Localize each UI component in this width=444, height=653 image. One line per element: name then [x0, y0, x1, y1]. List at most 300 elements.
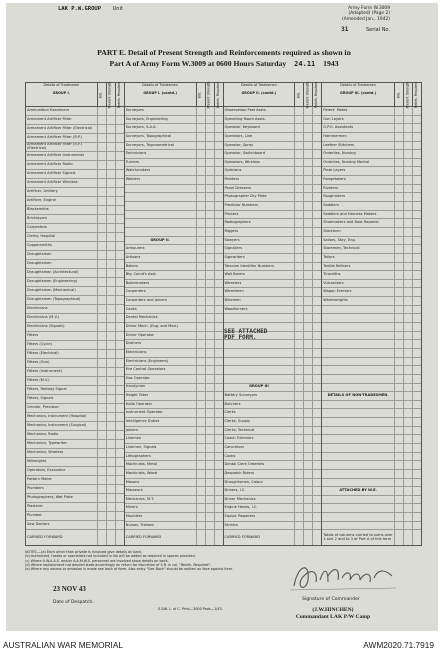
trade-label: [322, 522, 394, 530]
entry-cell: [205, 358, 214, 366]
entry-cell: [214, 107, 223, 115]
entry-cell: [196, 418, 205, 426]
table-row: [26, 233, 124, 242]
entry-cell: [205, 314, 214, 322]
note-line: (e) Where any excess or omission is made see back of form. Also entry "See Back" should be written on face against item.: [25, 567, 234, 572]
table-row: [125, 384, 223, 393]
entry-cell: [294, 504, 303, 512]
entry-cell: [403, 427, 412, 435]
trade-label: Masseurs: [125, 488, 143, 493]
entry-cell: [97, 269, 106, 277]
table-row: [224, 409, 322, 418]
entry-cell: [196, 297, 205, 305]
table-row: [322, 487, 421, 496]
trade-label: Armament Artificer Radio: [27, 162, 73, 167]
entry-cell: [403, 409, 412, 417]
entry-cell: [106, 377, 115, 385]
trade-label: Fitters (Cycle): [27, 342, 52, 347]
entry-cell: [312, 159, 321, 167]
trade-label: Armourers: [125, 246, 145, 251]
table-row: [224, 392, 322, 401]
entry-cell: [303, 306, 312, 314]
trade-label: [322, 504, 394, 512]
entry-cell: [214, 496, 223, 504]
entry-cell: [312, 522, 321, 530]
trade-label: Armament Artificer Fitter (Electrical): [27, 126, 93, 131]
entry-cell: [196, 487, 205, 495]
title-year-value: 3: [334, 59, 339, 68]
sub-header-label: Reinfs. Required: [314, 81, 319, 108]
table-row: [125, 228, 223, 237]
entry-cell: [412, 133, 421, 141]
entry-cell: [403, 375, 412, 383]
entry-cell: [312, 444, 321, 452]
entry-cell: [312, 263, 321, 271]
entry-cell: [403, 323, 412, 331]
entry-cell: [196, 504, 205, 512]
entry-cell: [196, 263, 205, 271]
entry-cell: [214, 392, 223, 400]
entry-cell: [412, 193, 421, 201]
entry-cell: [394, 349, 403, 357]
trade-label: Driver Operator: [125, 332, 155, 337]
table-row: [125, 176, 223, 185]
entry-cell: [214, 366, 223, 374]
trade-label: Driver Mech. (Eng. and Med.): [125, 323, 179, 328]
entry-cell: [97, 188, 106, 196]
entry-cell: [303, 384, 312, 392]
printer-imprint: S.&W. L. of C. Print—3000 Pads—1/43.: [158, 607, 223, 611]
unit-value: LAK P.W.GROUP: [58, 6, 102, 12]
entry-cell: [294, 288, 303, 296]
entry-cell: [394, 280, 403, 288]
entry-cell: [205, 202, 214, 210]
entry-cell: [196, 384, 205, 392]
trade-label: Cooks: [125, 306, 137, 311]
trade-label: Clerks, Supply: [224, 419, 251, 424]
table-row: [322, 358, 421, 367]
sub-header-label: Reinfs. Required: [215, 81, 220, 108]
trade-label: Draughtsmen (Engineering): [27, 279, 78, 284]
table-row: [322, 496, 421, 505]
table-column: [125, 83, 224, 545]
entry-cell: [403, 314, 412, 322]
sub-header: [97, 83, 106, 106]
entry-cell: [97, 440, 106, 448]
entry-cell: [205, 167, 214, 175]
entry-cell: [294, 496, 303, 504]
entry-cell: [312, 142, 321, 150]
entry-cell: [214, 167, 223, 175]
trade-label: [322, 470, 394, 478]
entry-cell: [205, 133, 214, 141]
entry-cell: [294, 176, 303, 184]
entry-cell: [412, 384, 421, 392]
table-row: [26, 404, 124, 413]
table-row: [322, 418, 421, 427]
entry-cell: [394, 504, 403, 512]
table-row: [224, 401, 322, 410]
entry-cell: [214, 384, 223, 392]
entry-cell: [312, 453, 321, 461]
table-row: [224, 271, 322, 280]
table-row: [26, 224, 124, 233]
entry-cell: [412, 530, 421, 545]
trade-label: Printers: [224, 211, 239, 216]
table-row: [322, 366, 421, 375]
entry-cell: [106, 242, 115, 250]
entry-cell: [196, 522, 205, 530]
entry-cell: [97, 242, 106, 250]
trade-label: [125, 228, 196, 236]
entry-cell: [403, 479, 412, 487]
table-row: [125, 479, 223, 488]
entry-cell: [394, 228, 403, 236]
sub-header: [303, 83, 312, 106]
trade-label: Telecom Identifier Numbers: [224, 263, 274, 268]
entry-cell: [403, 159, 412, 167]
entry-cell: [303, 323, 312, 331]
table-row: [125, 159, 223, 168]
sub-header-label: W.E.: [98, 91, 103, 98]
trade-label: Saw Doctors: [27, 522, 50, 527]
entry-cell: [303, 211, 312, 219]
table-row: [26, 431, 124, 440]
entry-cell: [403, 124, 412, 132]
entry-cell: [312, 185, 321, 193]
trade-label: Bakers: [125, 263, 138, 268]
table-row: [125, 401, 223, 410]
table-row: [125, 116, 223, 125]
trade-label: [224, 375, 295, 383]
trade-label: Draughtsmen, Colour: [224, 479, 263, 484]
trade-label: Wheelers: [224, 280, 242, 285]
table-row: [26, 134, 124, 143]
trade-label: Boilermakers: [125, 280, 150, 285]
entry-cell: [303, 193, 312, 201]
table-row: [224, 349, 322, 358]
entry-cell: [115, 179, 124, 187]
trade-label: [322, 401, 394, 409]
trade-label: Electricians (Engineers): [125, 358, 169, 363]
trade-label: Plate Layers: [323, 168, 346, 173]
entry-cell: [214, 202, 223, 210]
entry-cell: [97, 404, 106, 412]
entry-cell: [214, 116, 223, 124]
entry-cell: [214, 124, 223, 132]
entry-cell: [394, 487, 403, 495]
trade-label: [322, 513, 394, 521]
trade-label: [322, 323, 394, 331]
entry-cell: [205, 375, 214, 383]
table-row: [125, 427, 223, 436]
entry-cell: [214, 193, 223, 201]
table-row: [322, 332, 421, 341]
trade-label: Bricklayers: [27, 216, 47, 221]
trade-label: Lithographers: [125, 453, 151, 458]
table-row: [224, 435, 322, 444]
table-row: [125, 349, 223, 358]
table-row: [322, 427, 421, 436]
entry-cell: [115, 377, 124, 385]
trade-label: Wheelwrights: [323, 298, 348, 303]
entry-cell: [394, 530, 403, 545]
column-header-details: Details of Tradesmen: [240, 83, 277, 87]
entry-cell: [294, 366, 303, 374]
table-row: [224, 150, 322, 159]
entry-cell: [115, 224, 124, 232]
table-row: [26, 197, 124, 206]
carried-forward-row: [224, 530, 322, 545]
column-header: [125, 83, 223, 107]
table-row: [322, 435, 421, 444]
trade-label: Plumber: [27, 513, 42, 518]
trade-label: Storemen: [323, 228, 341, 233]
trade-label: [322, 366, 394, 374]
trade-label: Wall Borers: [224, 272, 245, 277]
entry-cell: [394, 375, 403, 383]
table-row: [322, 306, 421, 315]
trade-label: Blacksmiths: [27, 207, 49, 212]
entry-cell: [303, 375, 312, 383]
trade-label: Operators, Excavator: [27, 468, 66, 473]
entry-cell: [214, 461, 223, 469]
sub-header-label: W.E.: [396, 91, 401, 98]
entry-cell: [412, 504, 421, 512]
entry-cell: [97, 377, 106, 385]
entry-cell: [97, 161, 106, 169]
trade-label: Linemen, Signals: [125, 444, 157, 449]
entry-cell: [394, 219, 403, 227]
sub-header: [394, 83, 403, 106]
entry-cell: [97, 386, 106, 394]
table-row: [26, 296, 124, 305]
table-row: [322, 167, 421, 176]
entry-cell: [106, 305, 115, 313]
trade-label: [322, 461, 394, 469]
table-row: [322, 124, 421, 133]
entry-cell: [312, 314, 321, 322]
trade-label: Surveyors, Topographical: [125, 133, 172, 138]
entry-cell: [214, 228, 223, 236]
table-row: [322, 297, 421, 306]
entry-cell: [394, 332, 403, 340]
column-header-details: Details of Tradesmen: [142, 83, 178, 87]
entry-cell: [106, 530, 115, 545]
entry-cell: [205, 496, 214, 504]
entry-cell: [303, 271, 312, 279]
table-column: [224, 83, 323, 545]
entry-cell: [115, 494, 124, 502]
entry-cell: [303, 366, 312, 374]
entry-cell: [312, 116, 321, 124]
entry-cell: [214, 280, 223, 288]
sub-header-label: Reinfs. Required: [414, 81, 419, 108]
trade-label: [322, 453, 394, 461]
entry-cell: [106, 134, 115, 142]
entry-cell: [412, 496, 421, 504]
title-line-2-prefix: Part A of Army Form W.3009 at 0600 Hours Saturday: [109, 59, 287, 68]
entry-cell: [115, 530, 124, 545]
trade-label: [322, 314, 394, 322]
entry-cell: [115, 395, 124, 403]
trade-label: [322, 384, 394, 392]
entry-cell: [106, 206, 115, 214]
trade-label: Clerks: [224, 410, 236, 415]
trade-label: Opticians: [224, 168, 242, 173]
trade-label: Engine Hands, I.C.: [224, 505, 258, 510]
entry-cell: [303, 444, 312, 452]
trade-label: Armament Artificer Fitter (R.P.): [27, 135, 83, 140]
table-row: [224, 159, 322, 168]
trade-label: Machinists, Metal: [125, 462, 157, 467]
entry-cell: [394, 245, 403, 253]
trade-label: Armament Artificer Fitter (R.P.) (Electrical): [27, 143, 83, 150]
table-row: [125, 185, 223, 194]
trade-label: Electricians: [27, 306, 48, 311]
entry-cell: [205, 470, 214, 478]
table-row: [26, 521, 124, 530]
trade-label: Mechanics, Wireless: [27, 450, 64, 455]
trade-label: Ammunition Examiners: [27, 108, 69, 113]
entry-cell: [412, 358, 421, 366]
entry-cell: [196, 323, 205, 331]
entry-cell: [97, 350, 106, 358]
trade-label: DETAILS OF NON-TRADESMEN.: [327, 393, 389, 398]
table-row: [26, 449, 124, 458]
entry-cell: [294, 358, 303, 366]
entry-cell: [214, 375, 223, 383]
trade-label: Shoemakers and Boot Repairer: [323, 220, 380, 225]
table-row: [322, 254, 421, 263]
table-row: [224, 142, 322, 151]
entry-cell: [303, 254, 312, 262]
trade-label: Operators, Line: [224, 133, 253, 138]
entry-cell: [115, 188, 124, 196]
entry-cell: [115, 215, 124, 223]
entry-cell: [312, 237, 321, 245]
table-row: [125, 150, 223, 159]
entry-cell: [97, 296, 106, 304]
trade-label: Photographers, Wet Plate: [27, 495, 73, 500]
entry-cell: [196, 340, 205, 348]
trade-label: Mechanics, Typewriter: [27, 441, 67, 446]
entry-cell: [214, 418, 223, 426]
entry-cell: [394, 401, 403, 409]
entry-cell: [412, 271, 421, 279]
entry-cell: [403, 116, 412, 124]
table-row: [125, 271, 223, 280]
table-row: [322, 288, 421, 297]
table-row: [224, 176, 322, 185]
carried-forward-label: CARRIED FORWARD: [224, 534, 261, 539]
entry-cell: [312, 193, 321, 201]
trade-label: Moulders: [125, 514, 143, 519]
trade-label: Clerks, Technical: [224, 427, 255, 432]
table-row: [322, 176, 421, 185]
table-row: [322, 444, 421, 453]
entry-cell: [214, 245, 223, 253]
trade-label: Electricians: [125, 349, 147, 354]
entry-cell: [115, 431, 124, 439]
trade-label: Height Taker: [125, 393, 149, 398]
despatch-date-stamp: 23 NOV 43: [53, 585, 86, 593]
entry-cell: [412, 332, 421, 340]
table-row: [125, 435, 223, 444]
entry-cell: [403, 306, 412, 314]
entry-cell: [294, 375, 303, 383]
trade-label: [125, 185, 196, 193]
table-row: [26, 287, 124, 296]
trade-label: Surveyors, Engineering: [125, 116, 168, 121]
entry-cell: [312, 280, 321, 288]
trade-label: Mechanics, Radio: [27, 432, 59, 437]
entry-cell: [312, 271, 321, 279]
table-row: [26, 458, 124, 467]
entry-cell: [214, 409, 223, 417]
table-row: [125, 124, 223, 133]
trade-label: Wagon Erectors: [323, 289, 352, 294]
entry-cell: [394, 453, 403, 461]
entry-cell: [294, 435, 303, 443]
entry-cell: [303, 358, 312, 366]
entry-cell: [303, 453, 312, 461]
trade-label: Signallers: [224, 246, 243, 251]
trade-label: Electricians (Signals): [27, 324, 65, 329]
entry-cell: [97, 215, 106, 223]
table-row: [224, 219, 322, 228]
entry-cell: [294, 142, 303, 150]
entry-cell: [214, 349, 223, 357]
trade-label: Fitters (Electrical): [27, 351, 59, 356]
entry-cell: [106, 521, 115, 529]
table-row: [322, 263, 421, 272]
entry-cell: [403, 522, 412, 530]
entry-cell: [196, 202, 205, 210]
entry-cell: [205, 159, 214, 167]
sub-header: [403, 83, 412, 106]
table-column: [322, 83, 421, 545]
entry-cell: [412, 366, 421, 374]
entry-cell: [214, 522, 223, 530]
trade-label: Fitters (Gun): [27, 360, 50, 365]
entry-cell: [403, 167, 412, 175]
table-row: [125, 245, 223, 254]
entry-cell: [106, 197, 115, 205]
entry-cell: [294, 254, 303, 262]
entry-cell: [97, 449, 106, 457]
table-row: [224, 297, 322, 306]
column-header: [224, 83, 322, 107]
table-row: [125, 211, 223, 220]
table-row: [224, 167, 322, 176]
entry-cell: [205, 479, 214, 487]
entry-cell: [97, 305, 106, 313]
entry-cell: [394, 116, 403, 124]
entry-cell: [294, 297, 303, 305]
entry-cell: [303, 237, 312, 245]
entry-cell: [394, 211, 403, 219]
trade-label: [322, 358, 394, 366]
table-row: [322, 150, 421, 159]
trade-label: [322, 306, 394, 314]
entry-cell: [205, 245, 214, 253]
entry-cell: [214, 176, 223, 184]
entry-cell: [106, 503, 115, 511]
entry-cell: [97, 287, 106, 295]
table-row: [322, 513, 421, 522]
entry-cell: [412, 159, 421, 167]
